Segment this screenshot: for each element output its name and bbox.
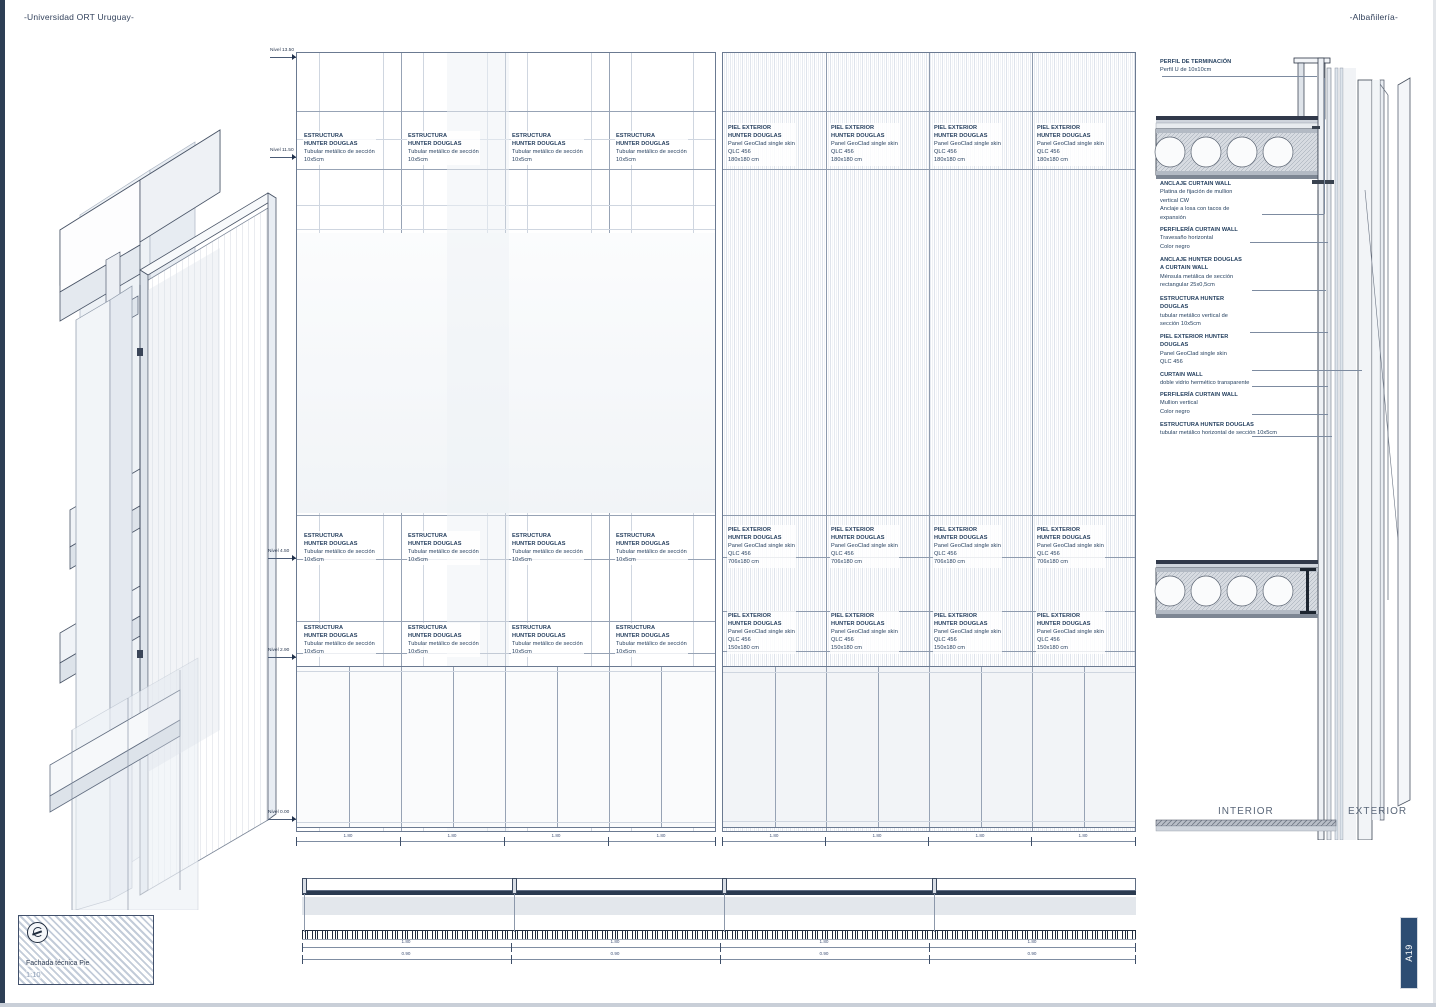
header-discipline: -Albañilería- — [1349, 12, 1398, 22]
elevation-note-structure: ESTRUCTURA HUNTER DOUGLAS Tubular metálico de sección 10x5cm — [615, 531, 688, 565]
skin-note-panel-bottom: PIEL EXTERIOR HUNTER DOUGLAS Panel GeoClad single skin QLC 456 150x180 cm — [727, 611, 796, 654]
elevation-note-structure: ESTRUCTURA HUNTER DOUGLAS Tubular metálico de sección 10x5cm — [511, 131, 584, 165]
dimension-text: 1.80 — [610, 939, 620, 944]
glazing-mullion — [453, 667, 454, 827]
glazing-mullion — [505, 667, 506, 827]
plan-slab-edge — [302, 891, 1136, 895]
dimension-tick — [715, 837, 716, 846]
dimension-line — [296, 841, 716, 842]
dimension-line — [302, 959, 1136, 960]
dimension-text: 1.80 — [819, 939, 829, 944]
elevation-note-structure: ESTRUCTURA HUNTER DOUGLAS Tubular metálico de sección 10x5cm — [407, 531, 480, 565]
level-label-1: Nivel 11.50 — [270, 148, 294, 153]
detail-note-estructura-horizontal: ESTRUCTURA HUNTER DOUGLAS tubular metálico horizontal de sección 10x5cm — [1160, 422, 1277, 437]
skin-dimension-chain — [722, 834, 1136, 848]
dimension-text: 0.90 — [819, 951, 829, 956]
dimension-tick — [720, 943, 721, 952]
skin-note-panel-top: PIEL EXTERIOR HUNTER DOUGLAS Panel GeoClad single skin QLC 456 180x180 cm — [933, 123, 1002, 166]
level-label-2: Nivel 4.50 — [268, 549, 290, 554]
dimension-text: 1.80 — [401, 939, 411, 944]
leader-line — [1252, 370, 1362, 371]
detail-note-perfileria-travesano: PERFILERÍA CURTAIN WALL Travesaño horizontal Color negro — [1160, 227, 1238, 250]
dimension-tick — [928, 837, 929, 846]
plan-dimension-chain-lower — [302, 952, 1136, 966]
dimension-tick — [302, 955, 303, 964]
dimension-line — [302, 947, 1136, 948]
dimension-text: 1.80 — [656, 833, 666, 838]
detail-section-drawing — [1152, 40, 1436, 840]
leader-line — [1250, 242, 1328, 243]
dimension-tick — [302, 943, 303, 952]
dimension-text: 1.80 — [769, 833, 779, 838]
panel-seam-horizontal — [723, 111, 1135, 112]
skin-note-panel-bottom: PIEL EXTERIOR HUNTER DOUGLAS Panel GeoClad single skin QLC 456 150x180 cm — [830, 611, 899, 654]
skin-glazing-band — [722, 666, 1136, 828]
dimension-tick — [929, 943, 930, 952]
elevation-dimension-chain — [296, 834, 716, 848]
axonometric-view — [20, 30, 290, 910]
elevation-note-structure: ESTRUCTURA HUNTER DOUGLAS Tubular metálico de sección 10x5cm — [303, 531, 376, 565]
drawing-title: Fachada técnica Pie — [26, 960, 90, 967]
exterior-label: EXTERIOR — [1348, 806, 1408, 817]
elevation-note-structure: ESTRUCTURA HUNTER DOUGLAS Tubular metálico de sección 10x5cm — [303, 131, 376, 165]
elevation-note-structure: ESTRUCTURA HUNTER DOUGLAS Tubular metálico de sección 10x5cm — [511, 531, 584, 565]
detail-note-anclaje-curtain-wall: ANCLAJE CURTAIN WALL Platina de fijación de mullion vertical CW Anclaje a losa con tacos de expansión — [1160, 181, 1233, 221]
glazing-mullion — [1032, 667, 1033, 827]
skin-note-panel-bottom: PIEL EXTERIOR HUNTER DOUGLAS Panel GeoClad single skin QLC 456 150x180 cm — [933, 611, 1002, 654]
leader-line — [1250, 332, 1328, 333]
detail-note-perfileria-mullion: PERFILERÍA CURTAIN WALL Mullion vertical Color negro — [1160, 392, 1238, 415]
leader-line — [1262, 214, 1324, 215]
plan-mullion — [512, 878, 517, 894]
glazing-mullion — [557, 667, 558, 827]
glazing-mullion — [775, 667, 776, 827]
drawing-scale: 1:10 — [26, 970, 41, 979]
glazing-rail — [297, 822, 715, 823]
elevation-glazing-band — [296, 666, 716, 828]
dimension-text: 1.80 — [447, 833, 457, 838]
level-label-4: Nivel 0.00 — [268, 810, 290, 815]
leader-line — [1252, 414, 1328, 415]
plan-shade-band — [302, 897, 1136, 915]
elevation-note-structure: ESTRUCTURA HUNTER DOUGLAS Tubular metálico de sección 10x5cm — [511, 623, 584, 657]
dimension-tick — [296, 837, 297, 846]
panel-seam-horizontal — [723, 169, 1135, 170]
glazing-mullion — [349, 667, 350, 827]
leader-line-vertical — [1324, 78, 1325, 214]
skin-note-panel-top: PIEL EXTERIOR HUNTER DOUGLAS Panel GeoClad single skin QLC 456 180x180 cm — [830, 123, 899, 166]
detail-note-perfil-terminacion: PERFIL DE TERMINACIÓN Perfil U de 10x10cm — [1160, 59, 1232, 74]
glazing-mullion — [981, 667, 982, 827]
skin-note-panel-top: PIEL EXTERIOR HUNTER DOUGLAS Panel GeoClad single skin QLC 456 180x180 cm — [1036, 123, 1105, 166]
dimension-line — [722, 841, 1136, 842]
plan-mullion — [932, 878, 937, 894]
glazing-mullion — [661, 667, 662, 827]
detail-note-anclaje-hunter-douglas: ANCLAJE HUNTER DOUGLAS A CURTAIN WALL Ménsula metálica de sección rectangular 25x0,5cm — [1160, 257, 1242, 289]
skin-note-panel-mid: PIEL EXTERIOR HUNTER DOUGLAS Panel GeoClad single skin QLC 456 706x180 cm — [1036, 525, 1105, 568]
sheet-number-tab[interactable] — [1400, 917, 1418, 989]
dimension-text: 1.80 — [551, 833, 561, 838]
glazing-mullion — [929, 667, 930, 827]
dimension-tick — [511, 955, 512, 964]
skin-note-panel-bottom: PIEL EXTERIOR HUNTER DOUGLAS Panel GeoClad single skin QLC 456 150x180 cm — [1036, 611, 1105, 654]
horizontal-plan-section — [296, 872, 1136, 960]
elevation-note-structure: ESTRUCTURA HUNTER DOUGLAS Tubular metálico de sección 10x5cm — [407, 131, 480, 165]
leader-line — [1252, 290, 1326, 291]
plan-fin-profiles — [302, 930, 1136, 940]
glazing-mullion — [878, 667, 879, 827]
spiral-arrow-icon — [27, 922, 48, 943]
level-label-0: Nivel 13.50 — [270, 48, 294, 53]
plan-mullion — [722, 878, 727, 894]
dimension-text: 1.80 — [872, 833, 882, 838]
dimension-tick — [608, 837, 609, 846]
detail-note-curtain-wall: CURTAIN WALL doble vidrio hermético transparente — [1160, 372, 1250, 387]
plan-projection-line — [934, 894, 935, 932]
header-institution: -Universidad ORT Uruguay- — [24, 12, 135, 22]
elevation-note-structure: ESTRUCTURA HUNTER DOUGLAS Tubular metálico de sección 10x5cm — [615, 623, 688, 657]
dimension-tick — [929, 955, 930, 964]
dimension-tick — [720, 955, 721, 964]
glazing-rail — [297, 671, 715, 672]
detail-note-piel-exterior: PIEL EXTERIOR HUNTER DOUGLAS Panel GeoClad single skin QLC 456 — [1160, 334, 1229, 366]
dimension-text: 0.90 — [1027, 951, 1037, 956]
elevation-note-structure: ESTRUCTURA HUNTER DOUGLAS Tubular metálico de sección 10x5cm — [303, 623, 376, 657]
dimension-tick — [400, 837, 401, 846]
detail-note-estructura-vertical: ESTRUCTURA HUNTER DOUGLAS tubular metálico vertical de sección 10x5cm — [1160, 296, 1228, 328]
dimension-tick — [511, 943, 512, 952]
dimension-tick — [722, 837, 723, 846]
plan-mullion — [302, 878, 307, 894]
dimension-text: 0.90 — [401, 951, 411, 956]
elevation-note-structure: ESTRUCTURA HUNTER DOUGLAS Tubular metálico de sección 10x5cm — [615, 131, 688, 165]
leader-line — [1252, 386, 1328, 387]
dimension-text: 1.80 — [1027, 939, 1037, 944]
leader-line — [1162, 76, 1317, 77]
dimension-tick — [825, 837, 826, 846]
level-label-3: Nivel 2.90 — [268, 648, 290, 653]
glazing-mullion — [826, 667, 827, 827]
plan-projection-line — [304, 894, 305, 932]
skin-note-panel-mid: PIEL EXTERIOR HUNTER DOUGLAS Panel GeoClad single skin QLC 456 706x180 cm — [830, 525, 899, 568]
panel-seam-horizontal — [723, 515, 1135, 516]
elevation-note-structure: ESTRUCTURA HUNTER DOUGLAS Tubular metálico de sección 10x5cm — [407, 623, 480, 657]
skin-note-panel-mid: PIEL EXTERIOR HUNTER DOUGLAS Panel GeoClad single skin QLC 456 706x180 cm — [727, 525, 796, 568]
dimension-tick — [1135, 955, 1136, 964]
interior-label: INTERIOR — [1218, 806, 1274, 817]
sheet-frame-left-bar — [0, 0, 5, 1007]
vertical-detail-section — [1152, 40, 1436, 840]
skin-note-panel-top: PIEL EXTERIOR HUNTER DOUGLAS Panel GeoClad single skin QLC 456 180x180 cm — [727, 123, 796, 166]
dimension-tick — [1135, 837, 1136, 846]
dimension-text: 1.80 — [343, 833, 353, 838]
glazing-mullion — [1084, 667, 1085, 827]
sheet-number-label: A19 — [1404, 944, 1415, 962]
glazing-mullion — [609, 667, 610, 827]
plan-slab-outline — [302, 878, 1136, 891]
dimension-text: 1.80 — [975, 833, 985, 838]
dimension-text: 0.90 — [610, 951, 620, 956]
dimension-tick — [1135, 943, 1136, 952]
glazing-rail — [723, 821, 1135, 822]
title-block[interactable] — [18, 915, 154, 985]
dimension-text: 1.80 — [1078, 833, 1088, 838]
glazing-mullion — [401, 667, 402, 827]
sheet-frame-bottom-bar — [0, 1003, 1436, 1007]
plan-projection-line — [724, 894, 725, 932]
dimension-tick — [504, 837, 505, 846]
dimension-tick — [1031, 837, 1032, 846]
skin-note-panel-mid: PIEL EXTERIOR HUNTER DOUGLAS Panel GeoClad single skin QLC 456 706x180 cm — [933, 525, 1002, 568]
plan-projection-line — [514, 894, 515, 932]
glazing-rail — [723, 672, 1135, 673]
